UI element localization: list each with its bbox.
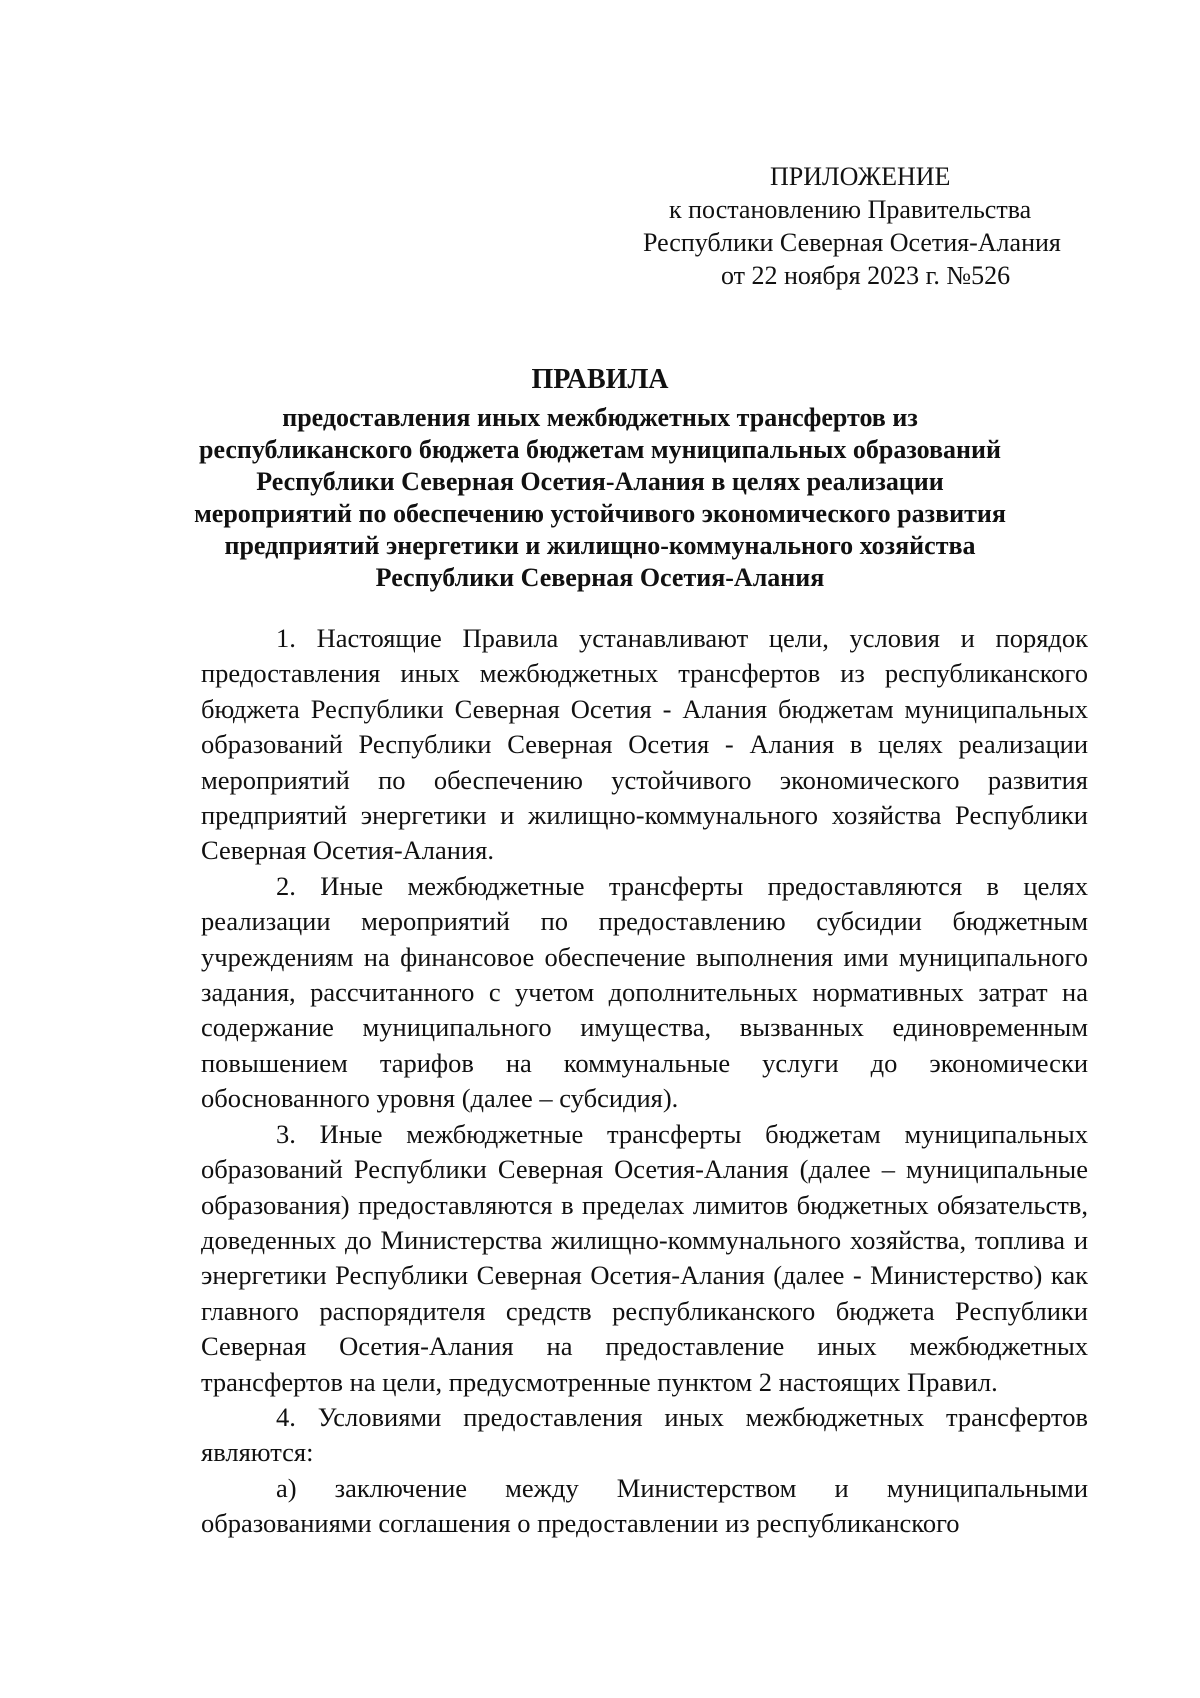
paragraph-4a: а) заключение между Министерством и муниципальными образованиями соглашения о предоставлении из республиканского [201, 1472, 1088, 1539]
document-title: ПРАВИЛА [531, 364, 669, 395]
paragraph-1: 1. Настоящие Правила устанавливают цели, условия и порядок предоставления иных межбюджетных трансфертов из республиканского бюджета Республики Северная Осетия - Алания бюджетам муниципальных образований Республики Северная Осетия - Алания в целях реализации мероприятий по обеспечению устойчивого экономического развития предприятий энергетики и жилищно-коммунального хозяйства Республики Северная Осетия-Алания. [201, 623, 1088, 866]
appendix-header [620, 160, 1090, 292]
subtitle-line: предоставления иных межбюджетных трансфертов из [282, 403, 918, 432]
document-body [201, 621, 1088, 1542]
appendix-line-2: Республики Северная Осетия-Алания [643, 228, 1061, 257]
appendix-label: ПРИЛОЖЕНИЕ [770, 162, 951, 191]
subtitle-line: предприятий энергетики и жилищно-коммунального хозяйства [224, 531, 976, 560]
subtitle-line: Республики Северная Осетия-Алания в целях реализации [256, 467, 944, 496]
appendix-line-3: от 22 ноября 2023 г. №526 [721, 261, 1011, 290]
paragraph-2: 2. Иные межбюджетные трансферты предоставляются в целях реализации мероприятий по предоставлению субсидии бюджетным учреждениям на финансовое обеспечение выполнения ими муниципального задания, рассчитанного с учетом дополнительных нормативных затрат на содержание муниципального имущества, вызванных единовременным повышением тарифов на коммунальные услуги до экономически обоснованного уровня (далее – субсидия). [201, 870, 1088, 1114]
paragraph-3: 3. Иные межбюджетные трансферты бюджетам муниципальных образований Республики Северная Осетия-Алания (далее – муниципальные образования) предоставляются в пределах лимитов бюджетных обязательств, доведенных до Министерства жилищно-коммунального хозяйства, топлива и энергетики Республики Северная Осетия-Алания (далее - Министерство) как главного распорядителя средств республиканского бюджета Республики Северная Осетия-Алания на предоставление иных межбюджетных трансфертов на цели, предусмотренные пунктом 2 настоящих Правил. [201, 1118, 1088, 1397]
subtitle-line: республиканского бюджета бюджетам муниципальных образований [199, 435, 1001, 464]
paragraph-4: 4. Условиями предоставления иных межбюджетных трансфертов являются: [201, 1401, 1088, 1468]
document-title-block [140, 360, 1060, 594]
document-subtitle [140, 402, 1060, 594]
subtitle-line: мероприятий по обеспечению устойчивого экономического развития [194, 499, 1006, 528]
appendix-line-1: к постановлению Правительства [669, 195, 1032, 224]
subtitle-line: Республики Северная Осетия-Алания [375, 563, 825, 592]
